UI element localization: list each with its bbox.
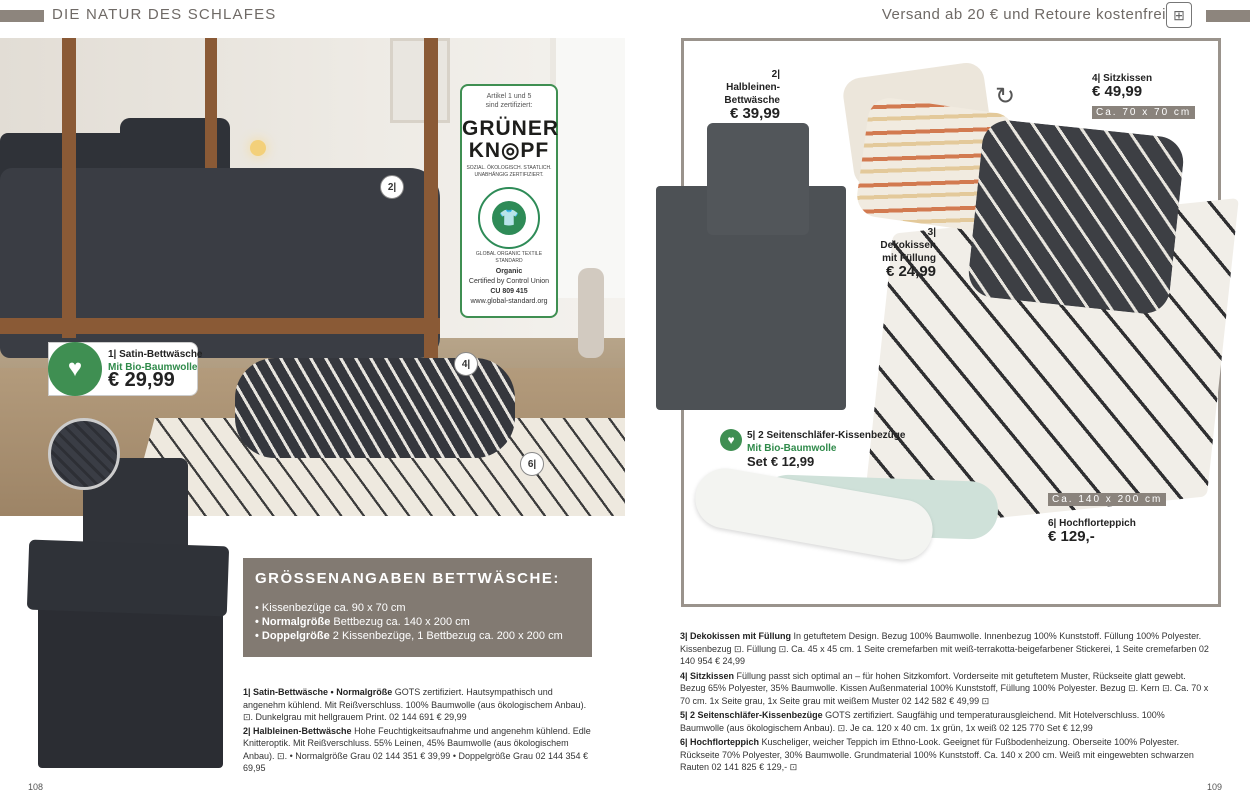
right-description bbox=[680, 630, 1210, 774]
p2-name: 2| Halbleinen- bbox=[726, 69, 780, 93]
marker-6: 6| bbox=[520, 452, 544, 476]
size-row: • Kissenbezüge ca. 90 x 70 cm bbox=[255, 602, 406, 614]
p6-label bbox=[1048, 517, 1136, 543]
cert-subtitle: SOZIAL. ÖKOLOGISCH. STAATLICH. UNABHÄNGIG ZERTIFIZIERT. bbox=[466, 165, 552, 178]
size-title: GRÖSSENANGABEN BETTWÄSCHE: bbox=[255, 570, 560, 587]
item1-label bbox=[108, 348, 203, 391]
item1-price: € 29,99 bbox=[108, 369, 175, 391]
bed-post bbox=[62, 38, 76, 338]
cert-line1: Artikel 1 und 5 bbox=[486, 93, 532, 100]
p3-price: € 24,99 bbox=[885, 263, 936, 280]
p4-name: 4| Sitzkissen bbox=[1092, 73, 1153, 84]
page-number-right: 109 bbox=[1206, 782, 1222, 792]
package-icon: ⊞ bbox=[1166, 2, 1192, 28]
section-title: DIE NATUR DES SCHLAFES bbox=[52, 6, 277, 23]
bio-globe-icon: ♥ bbox=[720, 429, 742, 451]
marker-2: 2| bbox=[380, 175, 404, 199]
p4-price: € 49,99 bbox=[1092, 83, 1143, 100]
cert-certified: Certified by Control Union bbox=[468, 278, 550, 285]
desc-item2: 2| Halbleinen-Bettwäsche Hohe Feuchtigkeitsaufnahme und angenehm kühlend. Edle Knitteroptik. Mit Reißverschluss. 55% Leinen, 45% Baumwolle (aus ökologischem Anbau). ⊡. • Normalgröße Grau 02 144 351 € 39,99 • Doppelgröße Grau 02 144 354 € 69,95 bbox=[243, 725, 591, 773]
rotate-arrow-icon: ↻ bbox=[995, 83, 1016, 110]
p6-size-tag: Ca. 140 x 200 cm bbox=[1048, 493, 1166, 506]
size-info-box bbox=[243, 558, 592, 657]
globe-icon: ♥ bbox=[48, 342, 102, 396]
page-number-left: 108 bbox=[28, 782, 44, 792]
fabric-swatch bbox=[48, 418, 120, 490]
dark-seat-cushion-product bbox=[966, 118, 1185, 316]
p2-price: € 39,99 bbox=[729, 105, 780, 122]
item1-name: 1| Satin-Bettwäsche bbox=[108, 349, 203, 360]
p6-name: 6| Hochflorteppich bbox=[1048, 518, 1136, 529]
size-row: • Doppelgröße 2 Kissenbezüge, 1 Bettbezug ca. 200 x 200 cm bbox=[255, 630, 563, 642]
shipping-note: Versand ab 20 € und Retoure kostenfrei bbox=[881, 6, 1166, 23]
p5-sub: Mit Bio-Baumwolle bbox=[747, 443, 837, 454]
header-bar-right bbox=[1206, 10, 1250, 22]
p6-price: € 129,- bbox=[1048, 528, 1095, 545]
desc-item3: 3| Dekokissen mit Füllung In getuftetem Design. Bezug 100% Baumwolle. Innenbezug 100% Kunststoff. Füllung 100% Polyester. Kissenbezug ⊡. Füllung ⊡. Ca. 45 x 45 cm. 1 Seite cremefarben mit weiß-terrakotta-beigefarbener Stickerei, 1 Seite cremefarben 02 140 954 € 24,99 bbox=[680, 631, 1209, 666]
p5-name: 5| 2 Seitenschläfer-Kissenbezüge bbox=[747, 430, 906, 441]
p2-name2: Bettwäsche bbox=[724, 95, 780, 106]
item1-sub: Mit Bio-Baumwolle bbox=[108, 362, 198, 373]
lamp bbox=[250, 140, 266, 156]
cert-code: CU 809 415 bbox=[490, 288, 528, 295]
grey-pillow-product bbox=[707, 123, 809, 235]
p3-label bbox=[878, 226, 936, 278]
cert-organic: Organic bbox=[495, 268, 523, 275]
size-row: • Normalgröße Bettbezug ca. 140 x 200 cm bbox=[255, 616, 470, 628]
gruener-knopf-logo-2: KN◎PF bbox=[468, 139, 550, 162]
marker-4: 4| bbox=[454, 352, 478, 376]
gots-logo bbox=[478, 187, 540, 249]
desc-item1: 1| Satin-Bettwäsche • Normalgröße GOTS zertifiziert. Hautsympathisch und angenehm kühlend. Mit Reißverschluss. 100% Baumwolle (aus ökologischem Anbau). ⊡. Dunkelgrau mit hellgrauem Print. 02 144 691 € 29,99 bbox=[243, 687, 587, 722]
wall-picture bbox=[390, 38, 450, 123]
bed-rail bbox=[0, 318, 440, 334]
p4-label bbox=[1092, 72, 1152, 98]
certificate-box bbox=[460, 84, 558, 318]
p5-label bbox=[747, 429, 905, 468]
gruener-knopf-logo: GRÜNER bbox=[462, 117, 560, 140]
gots-label: GLOBAL ORGANIC TEXTILE STANDARD bbox=[475, 251, 543, 264]
p2-label bbox=[722, 68, 780, 120]
shirt-icon: 👕 bbox=[492, 201, 526, 235]
left-description bbox=[243, 686, 593, 775]
header-bar-left bbox=[0, 10, 44, 22]
desc-item5: 5| 2 Seitenschläfer-Kissenbezüge GOTS zertifiziert. Saugfähig und temperaturausgleichend. Mit Hotelverschluss. 100% Baumwolle (aus ökologischem Anbau). ⊡. Je ca. 120 x 40 cm. 1x grün, 1x weiß 02 125 770 Set € 12,99 bbox=[680, 710, 1165, 733]
desc-item4: 4| Sitzkissen Füllung passt sich optimal an – für hohen Sitzkomfort. Vorderseite mit getuftetem Muster, Rückseite glatt gewebt. Bezug 65% Polyester, 35% Baumwolle. Kissen Außenmaterial 100% Kunststoff, Füllung 100% Polyester. Bezug ⊡. Kern ⊡. Ca. 70 x 70 cm. 1x Seite grau, 1x Seite grau mit weißem Muster 02 142 582 € 49,99 ⊡ bbox=[680, 670, 1209, 706]
satin-duvet-product bbox=[28, 458, 228, 768]
p5-price: Set € 12,99 bbox=[747, 454, 815, 469]
cert-url: www.global-standard.org bbox=[470, 298, 548, 305]
window bbox=[550, 38, 625, 298]
p3-name: 3| Dekokissen bbox=[880, 227, 936, 251]
duvet-fold bbox=[27, 540, 229, 617]
cert-line2: sind zertifiziert: bbox=[485, 102, 533, 109]
desc-item6: 6| Hochflorteppich Kuscheliger, weicher Teppich im Ethno-Look. Geeignet für Fußbodenheizung. Oberseite 100% Polyester. Rückseite 70% Polyester, 30% Baumwolle. Grundmaterial 100% Kunststoff. Ca. 140 x 200 cm. Weiß mit eingewebten schwarzen Rauten 02 141 825 € 129,- ⊡ bbox=[680, 737, 1194, 772]
p4-size-tag: Ca. 70 x 70 cm bbox=[1092, 106, 1195, 119]
p3-name2: mit Füllung bbox=[882, 253, 936, 264]
bed-post bbox=[205, 38, 217, 168]
vase bbox=[578, 268, 604, 358]
